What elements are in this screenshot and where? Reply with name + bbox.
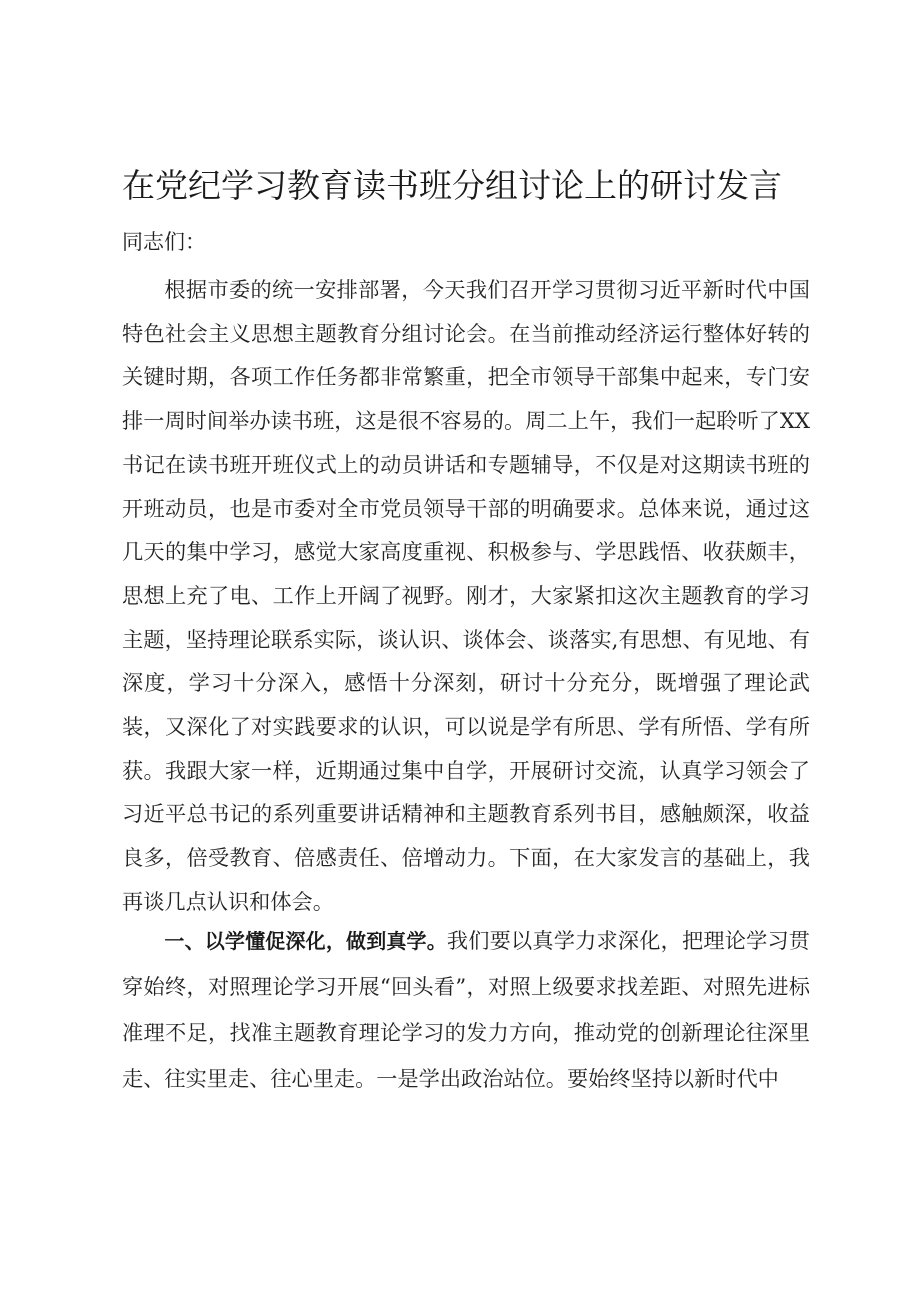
section-paragraph xyxy=(122,918,810,1102)
document-title: 在党纪学习教育读书班分组讨论上的研讨发言 xyxy=(122,166,782,205)
section-heading: 一、以学懂促深化，做到真学。 xyxy=(164,929,447,953)
paragraph-text: 根据市委的统一安排部署，今天我们召开学习贯彻习近平新时代中国特色社会主义思想主题教育分组讨论会。在当前推动经济运行整体好转的关键时期，各项工作任务都非常繁重，把全市领导干部集中起来，专门安排一周时间举办读书班，这是很不容易的。周二上午，我们一起聆听了XX书记在读书班开班仪式上的动员讲话和专题辅导，不仅是对这期读书班的开班动员，也是市委对全市党员领导干部的明确要求。总体来说，通过这几天的集中学习，感觉大家高度重视、积极参与、学思践悟、收获颇丰，思想上充了电、工作上开阔了视野。刚才，大家紧扣这次主题教育的学习主题，坚持理论联系实际，谈认识、谈体会、谈落实,有思想、有见地、有深度，学习十分深入，感悟十分深刻，研讨十分充分，既增强了理论武装，又深化了对实践要求的认识，可以说是学有所思、学有所悟、学有所获。我跟大家一样，近期通过集中自学，开展研讨交流，认真学习领会了习近平总书记的系列重要讲话精神和主题教育系列书目，感触颇深，收益良多，倍受教育、倍感责任、倍增动力。下面，在大家发言的基础上，我再谈几点认识和体会。 xyxy=(122,277,810,914)
salutation: 同志们： xyxy=(122,230,206,254)
body-paragraph xyxy=(122,268,810,924)
paragraph-text: 我们要以真学力求深化，把理论学习贯穿始终，对照理论学习开展“回头看”，对照上级要求找差距、对照先进标准理不足，找准主题教育理论学习的发力方向，推动党的创新理论往深里走、往实里走、往心里走。一是学出政治站位。要始终坚持以新时代中 xyxy=(122,928,810,1091)
